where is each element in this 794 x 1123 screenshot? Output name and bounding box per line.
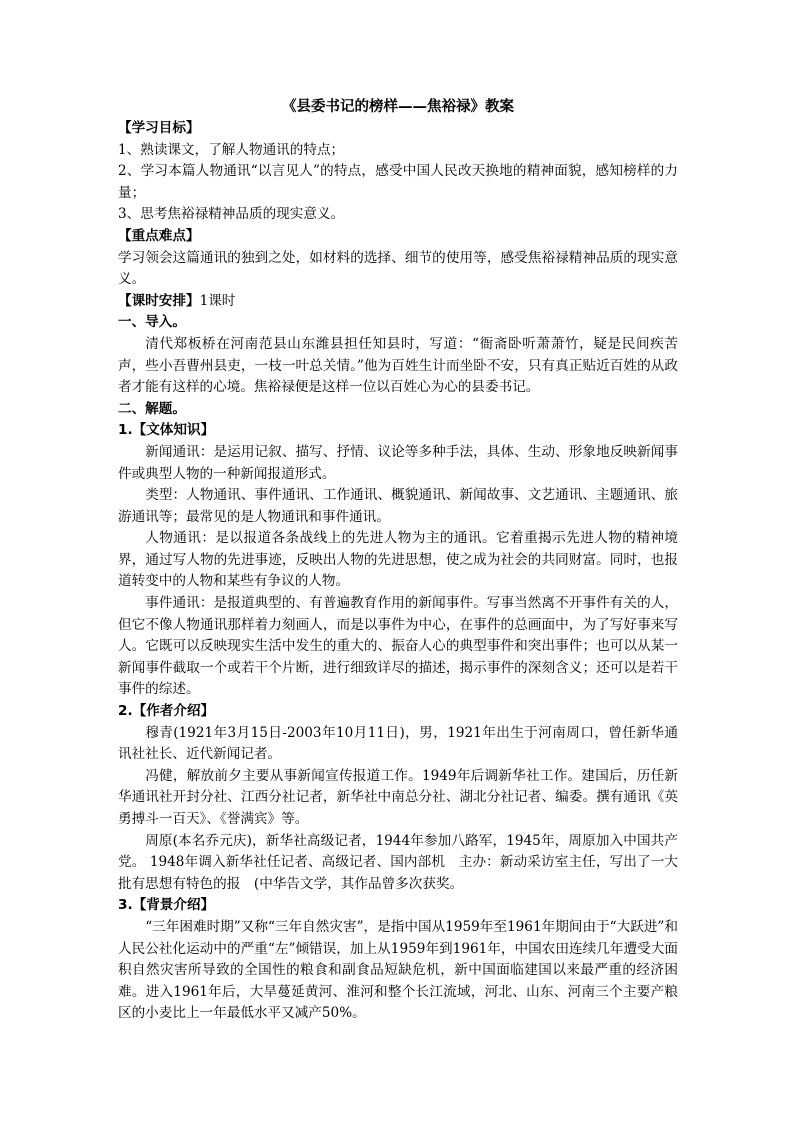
focus-text: 学习领会这篇通讯的独到之处，如材料的选择、细节的使用等，感受焦裕禄精神品质的现实意义。 — [118, 249, 678, 288]
background-heading: 3.【背景介绍】 — [118, 897, 215, 914]
focus-heading: 【重点难点】 — [118, 227, 200, 244]
genre-paragraph-2: 类型：人物通讯、事件通讯、工作通讯、概貌通讯、新闻故事、文艺通讯、主题通讯、旅游通讯等；最常见的是人物通讯和事件通讯。 — [118, 487, 678, 525]
schedule-heading: 【课时安排】 — [118, 292, 200, 309]
genre-heading: 1.【文体知识】 — [118, 422, 215, 439]
genre-paragraph-3: 人物通讯：是以报道各条战线上的先进人物为主的通讯。它着重揭示先进人物的精神境界，通过写人物的先进事迹，反映出人物的先进思想，使之成为社会的共同财富。同时，也报道转变中的人物和某些有争议的人物。 — [118, 530, 678, 590]
background-paragraph-1: “三年困难时期”又称“三年自然灾害”，是指中国从1959年至1961年期间由于“大跃进”和人民公社化运动中的严重“左”倾错误，加上从1959年到1961年，中国农田连续几年遭受大面积自然灾害所导致的全国性的粮食和副食品短缺危机，新中国面临建国以来最严重的经济困难。进入1961年后，大旱蔓延黄河、淮河和整个长江流域，河北、山东、河南三个主要产粮区的小麦比上一年最低水平又减产50%。 — [118, 918, 678, 1022]
goal-3: 3、思考焦裕禄精神品质的现实意义。 — [118, 206, 345, 223]
author-paragraph-3: 周原(本名乔元庆)，新华社高级记者，1944年参加八路军，1945年，周原加入中国共产党。 1948年调入新华社任记者、高级记者、国内部机 主办：新动采访室主任，写出了一大批有思想有特色的报 (中华告文学，其作品曾多次获奖。 — [118, 832, 678, 892]
document-page — [118, 96, 678, 1025]
author-heading: 2.【作者介绍】 — [118, 703, 215, 720]
genre-paragraph-4: 事件通讯：是报道典型的、有普遍教育作用的新闻事件。写事当然离不开事件有关的人，但它不像人物通讯那样着力刻画人，而是以事件为中心，在事件的总画面中，为了写好事来写人。它既可以反映现实生活中发生的重大的、振奋人心的典型事件和突出事件；也可以从某一新闻事件截取一个或若干个片断，进行细致详尽的描述，揭示事件的深刻含义；还可以是若干事件的综述。 — [118, 595, 678, 698]
author-paragraph-1: 穆青(1921年3月15日-2003年10月11日)，男，1921年出生于河南周口，曾任新华通讯社社长、近代新闻记者。 — [118, 724, 678, 763]
schedule-line — [118, 291, 678, 313]
genre-paragraph-1: 新闻通讯：是运用记叙、描写、抒情、议论等多种手法，具体、生动、形象地反映新闻事件或典型人物的一种新闻报道形式。 — [118, 443, 678, 482]
intro-heading: 一、导入。 — [118, 314, 186, 331]
intro-text: 清代郑板桥在河南范县山东潍县担任知县时，写道：“衙斋卧听萧萧竹，疑是民间疾苦声，些小吾曹州县吏，一枝一叶总关情。”他为百姓生计而坐卧不安，只有真正贴近百姓的从政者才能有这样的心境。焦裕禄便是这样一位以百姓心为心的县委书记。 — [118, 335, 678, 396]
goals-heading: 【学习目标】 — [118, 120, 200, 136]
goal-1: 1、熟读课文，了解人物通讯的特点； — [118, 141, 345, 158]
document-title: 《县委书记的榜样——焦裕禄》教案 — [282, 99, 514, 115]
explain-heading: 二、解题。 — [118, 400, 186, 417]
schedule-value: 1课时 — [199, 292, 236, 309]
author-paragraph-2: 冯健，解放前夕主要从事新闻宣传报道工作。1949年后调新华社工作。建国后，历任新华通讯社开封分社、江西分社记者，新华社中南总分社、湖北分社记者、编委。撰有通讯《英勇搏斗一百天》、《誉满宾》等。 — [118, 767, 678, 827]
goal-2: 2、学习本篇人物通讯“以言见人”的特点，感受中国人民改天换地的精神面貌，感知榜样的力量； — [118, 163, 678, 201]
